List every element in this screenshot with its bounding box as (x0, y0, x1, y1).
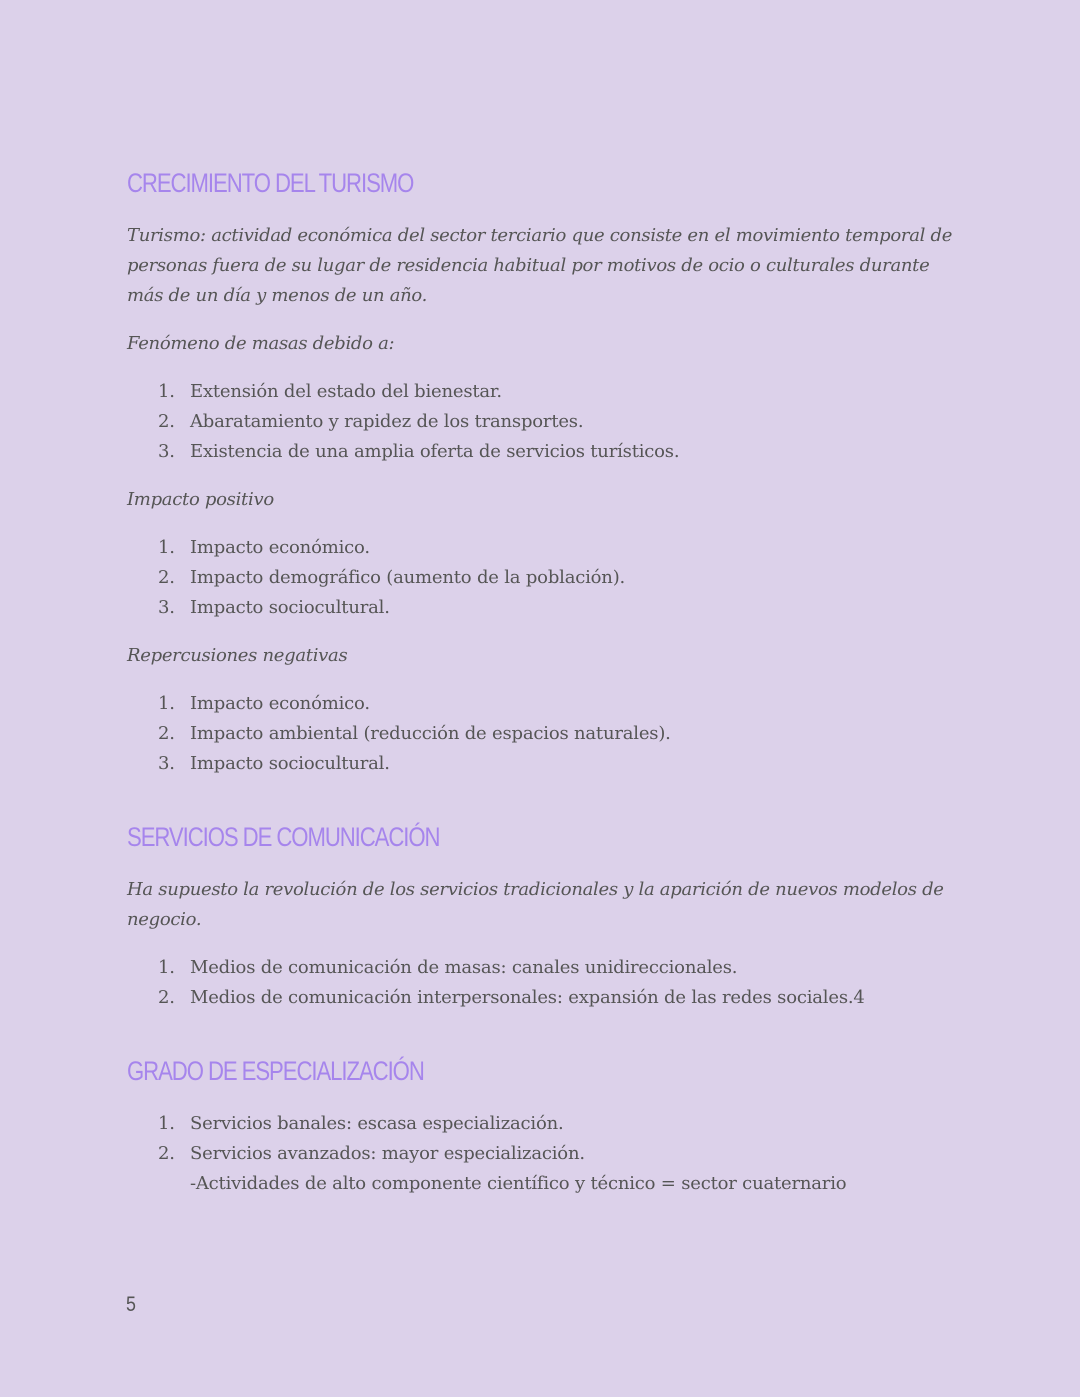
section-title: SERVICIOS DE COMUNICACIÓN (127, 822, 440, 852)
list-item: 1. Impacto económico. (127, 689, 957, 719)
intro-paragraph: Ha supuesto la revolución de los servicios tradicionales y la aparición de nuevos modelos de negocio. (127, 879, 944, 930)
section-turismo (127, 165, 957, 779)
list-number: 2. (158, 987, 175, 1008)
list-number: 1. (158, 957, 175, 978)
list-number: 3. (158, 597, 175, 618)
list-item-note: -Actividades de alto componente científico y técnico = sector cuaternario (190, 1173, 847, 1194)
page-content (127, 165, 957, 1199)
list-number: 1. (158, 381, 175, 402)
section-title: GRADO DE ESPECIALIZACIÓN (127, 1056, 424, 1086)
section-title: CRECIMIENTO DEL TURISMO (127, 168, 414, 198)
list-item: 2. Impacto ambiental (reducción de espacios naturales). (127, 719, 957, 749)
list-number: 2. (158, 567, 175, 588)
list-item: 1. Servicios banales: escasa especialización. (127, 1109, 957, 1139)
section-especializacion (127, 1053, 957, 1199)
list-item: 3. Impacto sociocultural. (127, 593, 957, 623)
list-item: 2. Impacto demográfico (aumento de la población). (127, 563, 957, 593)
list-number: 2. (158, 1143, 175, 1164)
list-number: 3. (158, 441, 175, 462)
list-item: 2. Servicios avanzados: mayor especialización. (127, 1139, 957, 1169)
list-item: 3. Impacto sociocultural. (127, 749, 957, 779)
list-item: 2. Abaratamiento y rapidez de los transportes. (127, 407, 957, 437)
numbered-list (127, 533, 957, 623)
list-item: 3. Existencia de una amplia oferta de servicios turísticos. (127, 437, 957, 467)
list-number: 2. (158, 411, 175, 432)
group-label: Fenómeno de masas debido a: (127, 333, 395, 354)
list-number: 1. (158, 1113, 175, 1134)
list-item: 2. Medios de comunicación interpersonales: expansión de las redes sociales.4 (127, 983, 957, 1013)
definition-paragraph: Turismo: actividad económica del sector terciario que consiste en el movimiento temporal de personas fuera de su lugar de residencia habitual por motivos de ocio o culturales durante más de un día y menos de un año. (127, 225, 953, 306)
numbered-list (127, 1109, 957, 1169)
group-label: Repercusiones negativas (127, 645, 348, 666)
list-number: 3. (158, 753, 175, 774)
numbered-list (127, 377, 957, 467)
numbered-list (127, 953, 957, 1013)
list-number: 2. (158, 723, 175, 744)
list-number: 1. (158, 693, 175, 714)
list-item: 1. Medios de comunicación de masas: canales unidireccionales. (127, 953, 957, 983)
group-label: Impacto positivo (127, 489, 274, 510)
list-number: 1. (158, 537, 175, 558)
list-item: 1. Impacto económico. (127, 533, 957, 563)
list-item: 1. Extensión del estado del bienestar. (127, 377, 957, 407)
numbered-list (127, 689, 957, 779)
section-comunicacion (127, 819, 957, 1013)
page-number: 5 (126, 1293, 136, 1316)
